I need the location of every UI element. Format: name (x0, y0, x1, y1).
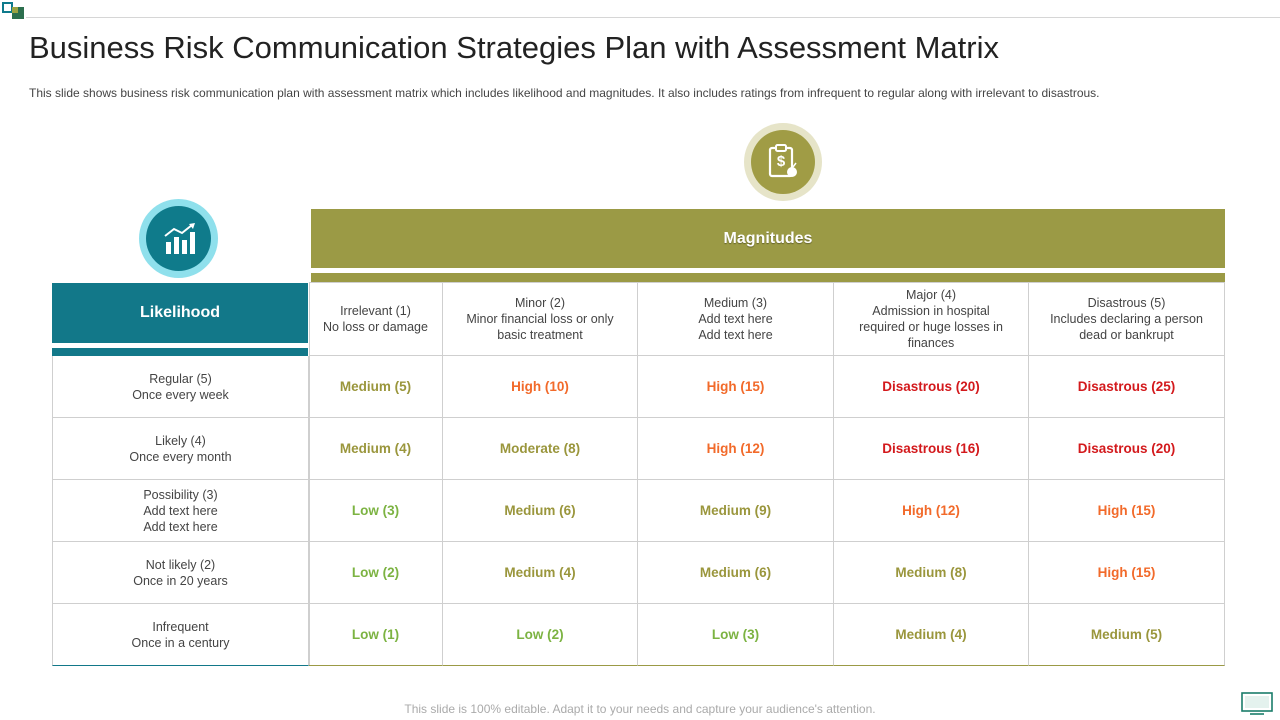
matrix-cell (443, 604, 638, 666)
risk-rating-low: Low (3) (351, 502, 400, 518)
matrix-cell (638, 604, 834, 666)
risk-rating-high: High (12) (902, 502, 960, 518)
column-header-text (323, 303, 428, 335)
risk-rating-low: Low (1) (351, 626, 400, 642)
risk-rating-moderate: Moderate (8) (499, 440, 581, 456)
matrix-cell (1029, 418, 1225, 480)
header-line1: Irrelevant (1) (340, 303, 411, 318)
matrix-cell (834, 418, 1029, 480)
row-header-text (132, 619, 230, 651)
page-subtitle: This slide shows business risk communication plan with assessment matrix which includes likelihood and magnitudes. It also includes ratings from infrequent to regular along with irrelevant to disastrous. (29, 86, 1100, 100)
header-line2: Admission in hospital required or huge losses in finances (859, 303, 1003, 350)
column-header-text (848, 287, 1014, 351)
risk-rating-disastrous: Disastrous (20) (1077, 440, 1176, 456)
risk-rating-low: Low (3) (711, 626, 760, 642)
monitor-icon (1240, 692, 1274, 716)
header-line1: Possibility (3) (143, 487, 218, 502)
matrix-cell (309, 542, 443, 604)
magnitude-column-header (309, 282, 443, 356)
corner-logo (0, 0, 26, 20)
row-header-text (132, 371, 229, 403)
likelihood-row-header (52, 480, 309, 542)
header-line2: No loss or damage (323, 319, 428, 334)
likelihood-row-header (52, 356, 309, 418)
header-line2: Once every month (129, 449, 232, 464)
magnitude-column-header (1029, 282, 1225, 356)
top-divider (26, 17, 1280, 18)
header-line2: Once in 20 years (133, 573, 228, 588)
header-line1: Medium (3) (703, 295, 768, 310)
header-line1: Not likely (2) (145, 557, 216, 572)
magnitudes-header: Magnitudes (311, 209, 1225, 268)
matrix-cell (834, 542, 1029, 604)
matrix-cell (443, 480, 638, 542)
magnitude-column-header (834, 282, 1029, 356)
risk-rating-medium: Medium (9) (699, 502, 772, 518)
row-header-text (133, 557, 228, 589)
dollar-clipboard-icon (744, 123, 822, 201)
matrix-cell (638, 356, 834, 418)
header-line2: Once every week (132, 387, 229, 402)
header-line3: Add text here (143, 519, 218, 534)
risk-rating-medium: Medium (4) (339, 440, 412, 456)
page-title: Business Risk Communication Strategies Plan with Assessment Matrix (29, 30, 999, 65)
column-header-text (457, 295, 623, 343)
header-line1: Major (4) (905, 287, 956, 302)
bar-chart-growth-icon (139, 199, 218, 278)
risk-rating-high: High (15) (1097, 564, 1156, 580)
header-line1: Likely (4) (155, 433, 206, 448)
matrix-cell (638, 418, 834, 480)
matrix-cell (309, 604, 443, 666)
matrix-cell (443, 542, 638, 604)
risk-rating-medium: Medium (4) (504, 564, 576, 580)
risk-rating-high: High (12) (706, 440, 765, 456)
row-header-text (143, 487, 217, 535)
matrix-cell (834, 480, 1029, 542)
risk-rating-medium: Medium (6) (699, 564, 772, 580)
risk-rating-medium: Medium (8) (895, 564, 967, 580)
header-line2: Includes declaring a person dead or bankrupt (1050, 311, 1203, 342)
header-line3: Add text here (698, 327, 773, 342)
header-line2: Add text here (143, 503, 218, 518)
matrix-cell (1029, 542, 1225, 604)
risk-rating-high: High (10) (511, 378, 569, 394)
matrix-cell (834, 604, 1029, 666)
row-header-text (129, 433, 231, 465)
header-line2: Once in a century (131, 635, 230, 650)
column-header-text (1043, 295, 1210, 343)
risk-rating-low: Low (2) (516, 626, 564, 642)
risk-rating-medium: Medium (5) (339, 378, 412, 394)
magnitude-column-header (443, 282, 638, 356)
matrix-cell (309, 418, 443, 480)
likelihood-row-header (52, 604, 309, 666)
matrix-cell (1029, 356, 1225, 418)
matrix-cell (309, 356, 443, 418)
header-line2: Minor financial loss or only basic treatment (466, 311, 614, 342)
matrix-cell (443, 418, 638, 480)
risk-rating-medium: Medium (6) (504, 502, 576, 518)
column-header-text (698, 295, 772, 343)
header-line1: Disastrous (5) (1087, 295, 1166, 310)
risk-rating-disastrous: Disastrous (16) (882, 440, 980, 456)
likelihood-row-header (52, 418, 309, 480)
matrix-cell (1029, 604, 1225, 666)
header-line1: Minor (2) (514, 295, 565, 310)
risk-rating-medium: Medium (5) (1090, 626, 1163, 642)
svg-text:$: $ (776, 153, 786, 170)
risk-rating-disastrous: Disastrous (25) (1077, 378, 1176, 394)
matrix-cell (309, 480, 443, 542)
matrix-cell (834, 356, 1029, 418)
likelihood-header: Likelihood (52, 283, 308, 343)
risk-rating-high: High (15) (1097, 502, 1156, 518)
header-line1: Infrequent (152, 619, 209, 634)
magnitude-column-header (638, 282, 834, 356)
header-line1: Regular (5) (149, 371, 212, 386)
risk-rating-disastrous: Disastrous (20) (882, 378, 980, 394)
matrix-cell (1029, 480, 1225, 542)
matrix-cell (443, 356, 638, 418)
risk-rating-medium: Medium (4) (895, 626, 967, 642)
footer-note: This slide is 100% editable. Adapt it to your needs and capture your audience's attention. (404, 702, 876, 716)
likelihood-row-header (52, 542, 309, 604)
likelihood-header-strip (52, 348, 308, 356)
matrix-cell (638, 480, 834, 542)
risk-rating-high: High (15) (706, 378, 765, 394)
risk-rating-low: Low (2) (351, 564, 400, 580)
matrix-cell (638, 542, 834, 604)
header-line2: Add text here (698, 311, 773, 326)
magnitudes-header-strip (311, 273, 1225, 282)
